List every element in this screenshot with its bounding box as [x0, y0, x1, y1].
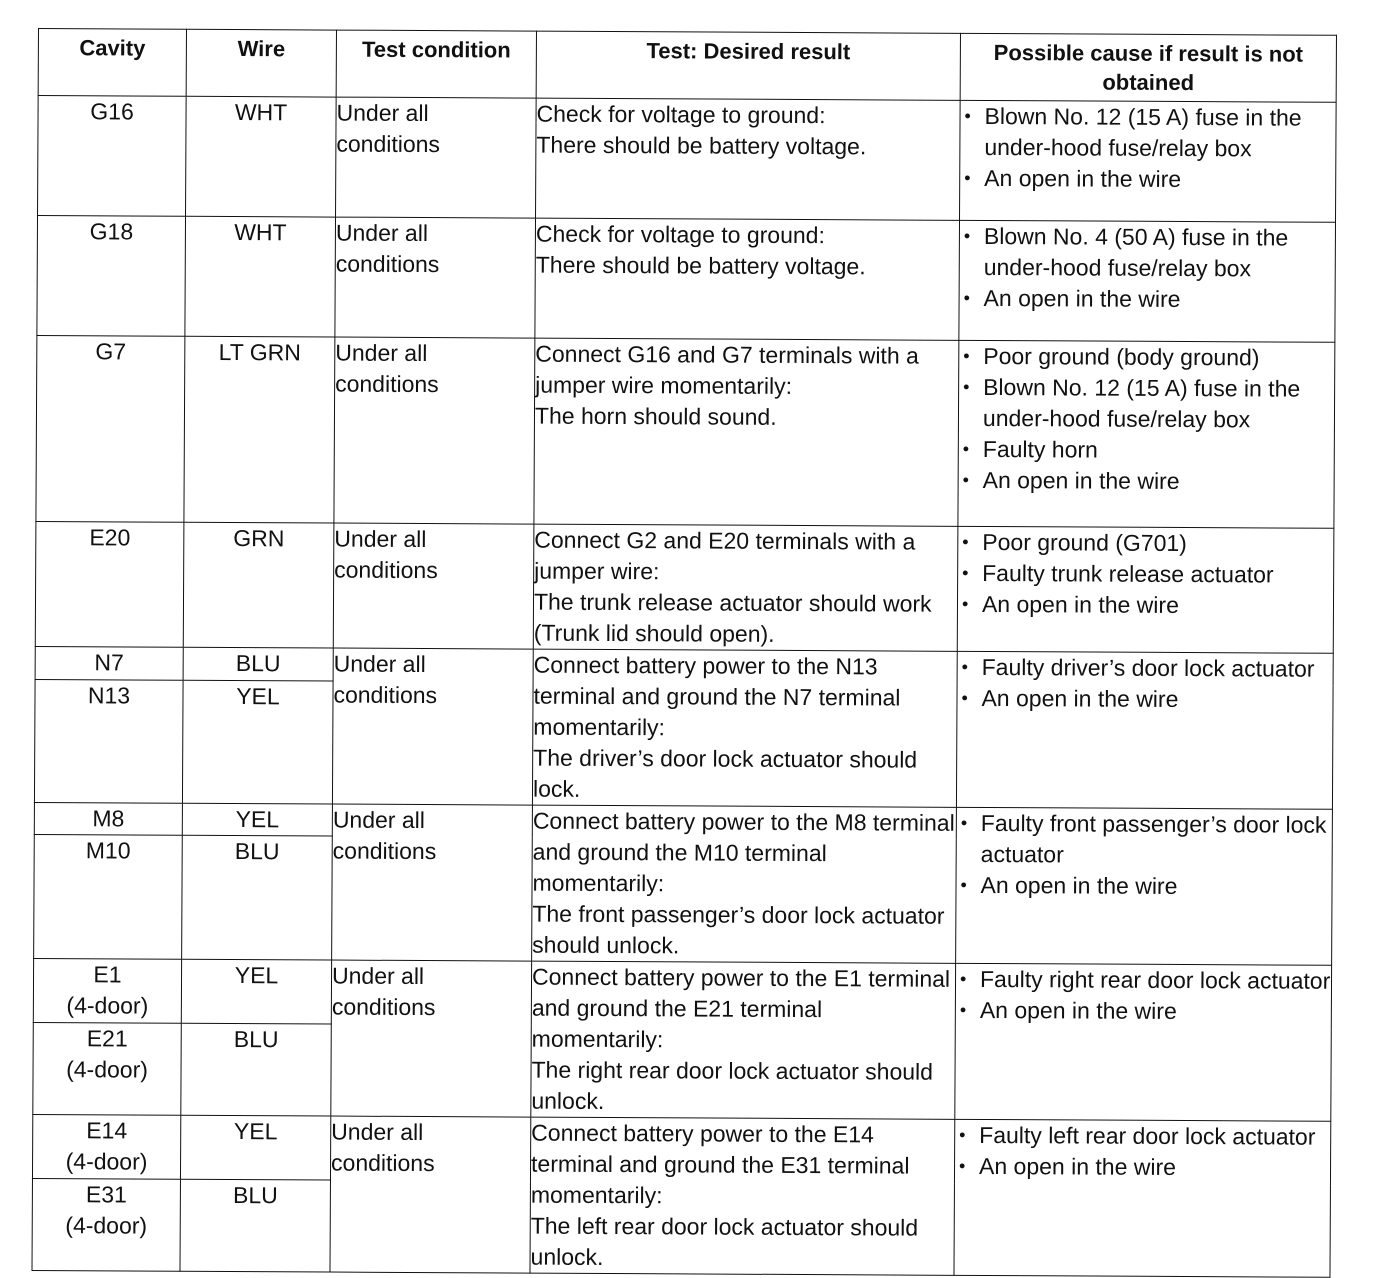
cavity-cell: E21 (4-door) — [33, 1023, 181, 1116]
cause-list — [960, 221, 1335, 316]
cause-list — [957, 652, 1332, 716]
possible-cause-cell — [957, 526, 1334, 653]
cavity-cell: E1 (4-door) — [33, 958, 181, 1023]
cause-item: • Blown No. 12 (15 A) fuse in the under-hood fuse/relay box — [959, 372, 1334, 436]
cause-item: • An open in the wire — [955, 1151, 1330, 1184]
wire-cell: YEL — [180, 1115, 330, 1180]
test-condition-text: Under all conditions — [330, 1118, 435, 1177]
test-condition-text: Under all conditions — [334, 525, 438, 584]
cause-list — [956, 808, 1331, 903]
wire-cell: YEL — [182, 803, 332, 836]
cause-item: • Faulty driver’s door lock actuator — [958, 652, 1333, 685]
possible-cause-cell — [954, 1119, 1331, 1277]
cause-item: • An open in the wire — [958, 589, 1333, 622]
cause-item: • Faulty left rear door lock actuator — [955, 1120, 1330, 1153]
cause-item: • Poor ground (body ground) — [959, 341, 1334, 374]
test-condition-text: Under all conditions — [332, 806, 437, 865]
desired-result-cell: Connect G16 and G7 terminals with a jumper wire momentarily: The horn should sound. — [534, 338, 959, 526]
test-condition-text: Under all conditions — [331, 962, 436, 1021]
cause-item: • Faulty front passenger’s door lock actuator — [957, 808, 1332, 872]
cavity-cell: E14 (4-door) — [32, 1114, 180, 1179]
table-row — [38, 96, 1337, 223]
cavity-cell: E20 — [35, 521, 184, 647]
wire-cell: YEL — [181, 959, 331, 1024]
header-desired-result: Test: Desired result — [536, 31, 960, 100]
possible-cause-cell — [956, 651, 1333, 809]
table-row — [37, 216, 1336, 343]
table-row — [35, 521, 1334, 653]
test-condition-cell — [335, 217, 536, 338]
cavity-cell: G18 — [37, 216, 186, 337]
header-row — [38, 29, 1336, 103]
desired-result-cell: Connect battery power to the N13 terminal and ground the N7 terminal momentarily: The driver’s door lock actuator should lock. — [532, 649, 957, 807]
desired-result-cell: Connect G2 and E20 terminals with a jumper wire: The trunk release actuator should work (Trunk lid should open). — [533, 524, 958, 651]
test-condition-cell — [330, 1116, 531, 1273]
wire-cell: LT GRN — [184, 336, 335, 523]
desired-result-cell: Check for voltage to ground: There should be battery voltage. — [535, 218, 960, 340]
cavity-cell: N7 — [35, 646, 183, 680]
table-row — [36, 335, 1335, 528]
possible-cause-cell — [959, 220, 1336, 342]
cavity-cell: G7 — [36, 335, 185, 522]
cavity-cell: M8 — [34, 802, 182, 835]
cause-item: • An open in the wire — [956, 870, 1331, 903]
cause-item: • An open in the wire — [956, 995, 1331, 1028]
table-body — [32, 96, 1336, 1278]
desired-result-cell: Connect battery power to the E14 terminal and ground the E31 terminal momentarily: The left rear door lock actuator should unlock. — [530, 1117, 955, 1275]
wire-cell: BLU — [181, 1023, 331, 1116]
cause-item: • An open in the wire — [959, 465, 1334, 498]
test-condition-cell — [332, 648, 533, 805]
table-row — [32, 1114, 1330, 1185]
wire-cell: BLU — [180, 1179, 330, 1272]
wire-cell: GRN — [183, 522, 334, 648]
cause-item: • An open in the wire — [960, 163, 1335, 196]
test-condition-cell — [336, 97, 537, 218]
desired-result-cell: Connect battery power to the M8 terminal and ground the M10 terminal momentarily: The front passenger’s door lock actuator should unlock. — [532, 805, 957, 963]
wire-cell: WHT — [186, 96, 337, 217]
test-condition-text: Under all conditions — [335, 339, 439, 398]
possible-cause-cell — [955, 963, 1332, 1121]
cause-list — [960, 101, 1335, 196]
cavity-cell: M10 — [34, 835, 183, 959]
wire-cell: BLU — [182, 836, 333, 960]
header-wire: Wire — [186, 29, 336, 97]
wire-cell: WHT — [185, 216, 336, 337]
header-possible-cause: Possible cause if result is not obtained — [960, 33, 1336, 102]
table-row — [33, 958, 1331, 1029]
test-condition-cell — [332, 804, 533, 961]
header-test-condition: Test condition — [336, 30, 536, 98]
cavity-cell: E31 (4-door) — [32, 1179, 180, 1272]
test-condition-text: Under all conditions — [335, 219, 440, 278]
cause-item: • Faulty trunk release actuator — [958, 558, 1333, 591]
wire-cell: YEL — [182, 680, 333, 804]
cavity-cell: G16 — [38, 96, 187, 217]
cause-item: • Blown No. 4 (50 A) fuse in the under-hood fuse/relay box — [960, 221, 1335, 285]
cause-list — [956, 964, 1331, 1028]
test-condition-cell — [333, 523, 534, 649]
cause-item: • Faulty right rear door lock actuator — [956, 964, 1331, 997]
possible-cause-cell — [960, 100, 1337, 222]
desired-result-cell: Check for voltage to ground: There should be battery voltage. — [536, 98, 961, 220]
cause-item: • An open in the wire — [957, 683, 1332, 716]
connector-test-table — [31, 28, 1336, 1278]
wire-cell: BLU — [183, 647, 333, 681]
cause-list — [959, 341, 1335, 498]
cause-item: • Faulty horn — [959, 434, 1334, 467]
possible-cause-cell — [956, 807, 1333, 965]
test-condition-cell — [331, 960, 532, 1117]
test-condition-text: Under all conditions — [336, 99, 441, 158]
cause-item: • Poor ground (G701) — [958, 527, 1333, 560]
cause-list — [958, 527, 1333, 622]
test-condition-text: Under all conditions — [333, 650, 438, 709]
cause-item: • An open in the wire — [960, 283, 1335, 316]
cavity-cell: N13 — [34, 679, 183, 803]
header-cavity: Cavity — [38, 29, 186, 97]
test-condition-cell — [334, 337, 535, 524]
cause-list — [955, 1120, 1330, 1184]
desired-result-cell: Connect battery power to the E1 terminal and ground the E21 terminal momentarily: The right rear door lock actuator should unlock. — [531, 961, 956, 1119]
cause-item: • Blown No. 12 (15 A) fuse in the under-hood fuse/relay box — [960, 101, 1335, 165]
possible-cause-cell — [958, 340, 1335, 528]
